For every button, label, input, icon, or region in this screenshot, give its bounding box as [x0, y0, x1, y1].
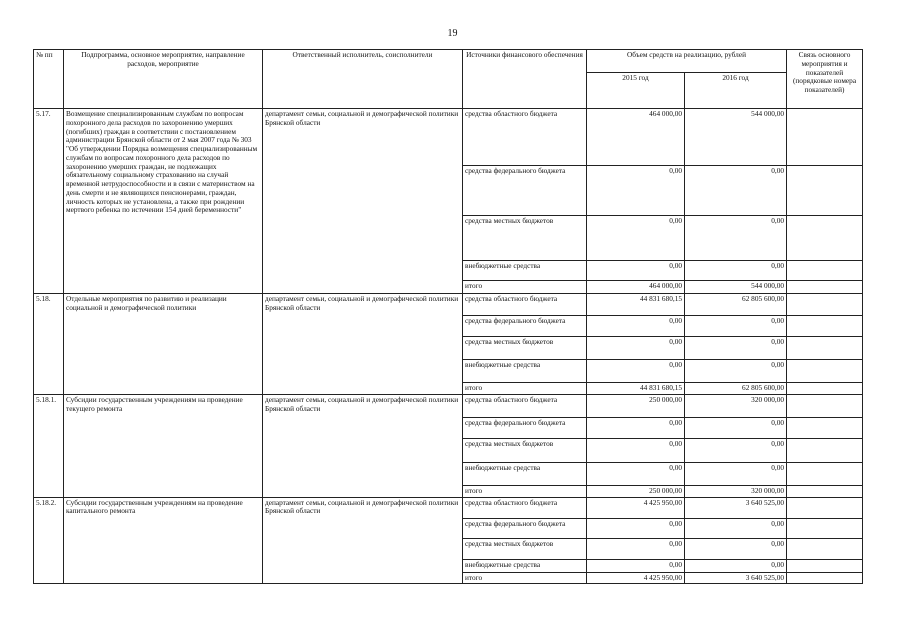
amount-2015: 44 831 680,15 — [587, 294, 685, 316]
row-title: Субсидии государственным учреждениям на проведение капитального ремонта — [64, 497, 263, 584]
row-executor: департамент семьи, социальной и демографической политики Брянской области — [263, 497, 463, 584]
funding-source: средства местных бюджетов — [463, 438, 587, 462]
funding-source: внебюджетные средства — [463, 462, 587, 485]
amount-2016: 0,00 — [685, 518, 787, 538]
indicator-link-cell — [787, 294, 863, 316]
amount-2015: 44 831 680,15 — [587, 383, 685, 395]
amount-2016: 0,00 — [685, 438, 787, 462]
indicator-link-cell — [787, 518, 863, 538]
header-num: № пп — [34, 50, 64, 109]
funding-source: внебюджетные средства — [463, 559, 587, 572]
indicator-link-cell — [787, 383, 863, 395]
indicator-link-cell — [787, 337, 863, 360]
amount-2015: 464 000,00 — [587, 109, 685, 166]
table-row — [34, 294, 863, 316]
row-num: 5.18.1. — [34, 394, 64, 497]
amount-2015: 0,00 — [587, 462, 685, 485]
funding-source: итого — [463, 281, 587, 294]
amount-2016: 0,00 — [685, 538, 787, 559]
funding-source: средства областного бюджета — [463, 394, 587, 417]
row-executor: департамент семьи, социальной и демографической политики Брянской области — [263, 394, 463, 497]
amount-2015: 0,00 — [587, 559, 685, 572]
funding-source: внебюджетные средства — [463, 261, 587, 281]
page-number: 19 — [447, 28, 458, 39]
amount-2015: 250 000,00 — [587, 485, 685, 497]
row-executor: департамент семьи, социальной и демографической политики Брянской области — [263, 294, 463, 395]
amount-2015: 0,00 — [587, 360, 685, 383]
funding-source: внебюджетные средства — [463, 360, 587, 383]
indicator-link-cell — [787, 166, 863, 216]
amount-2016: 0,00 — [685, 360, 787, 383]
row-num: 5.18. — [34, 294, 64, 395]
amount-2015: 4 425 950,00 — [587, 572, 685, 584]
amount-2016: 0,00 — [685, 337, 787, 360]
amount-2016: 0,00 — [685, 559, 787, 572]
header-row — [34, 50, 863, 73]
amount-2015: 464 000,00 — [587, 281, 685, 294]
row-num: 5.18.2. — [34, 497, 64, 584]
header-subprogram: Подпрограмма, основное мероприятие, направление расходов, мероприятие — [64, 50, 263, 109]
funding-source: итого — [463, 383, 587, 395]
table-body — [34, 109, 863, 584]
header-link: Связь основного мероприятия и показателей (порядковые номера показателей) — [787, 50, 863, 109]
amount-2015: 4 425 950,00 — [587, 497, 685, 518]
amount-2016: 0,00 — [685, 261, 787, 281]
indicator-link-cell — [787, 109, 863, 166]
indicator-link-cell — [787, 281, 863, 294]
row-executor: департамент семьи, социальной и демографической политики Брянской области — [263, 109, 463, 294]
indicator-link-cell — [787, 485, 863, 497]
funding-source: средства областного бюджета — [463, 109, 587, 166]
amount-2016: 544 000,00 — [685, 109, 787, 166]
amount-2015: 0,00 — [587, 261, 685, 281]
funding-source: средства местных бюджетов — [463, 538, 587, 559]
indicator-link-cell — [787, 417, 863, 438]
indicator-link-cell — [787, 497, 863, 518]
amount-2015: 0,00 — [587, 316, 685, 337]
amount-2016: 0,00 — [685, 462, 787, 485]
funding-source: средства федерального бюджета — [463, 417, 587, 438]
amount-2015: 0,00 — [587, 417, 685, 438]
indicator-link-cell — [787, 559, 863, 572]
indicator-link-cell — [787, 261, 863, 281]
indicator-link-cell — [787, 438, 863, 462]
header-sources: Источники финансового обеспечения — [463, 50, 587, 109]
amount-2016: 62 805 600,00 — [685, 294, 787, 316]
table-row — [34, 109, 863, 166]
funding-source: средства областного бюджета — [463, 497, 587, 518]
funding-source: средства областного бюджета — [463, 294, 587, 316]
header-year-2015: 2015 год — [587, 73, 685, 109]
header-executor: Ответственный исполнитель, соисполнители — [263, 50, 463, 109]
table-row — [34, 497, 863, 518]
amount-2016: 3 640 525,00 — [685, 497, 787, 518]
indicator-link-cell — [787, 394, 863, 417]
funding-source: итого — [463, 485, 587, 497]
amount-2016: 0,00 — [685, 166, 787, 216]
indicator-link-cell — [787, 538, 863, 559]
funding-source: итого — [463, 572, 587, 584]
indicator-link-cell — [787, 360, 863, 383]
row-num: 5.17. — [34, 109, 64, 294]
amount-2015: 0,00 — [587, 438, 685, 462]
indicator-link-cell — [787, 216, 863, 261]
indicator-link-cell — [787, 462, 863, 485]
amount-2016: 0,00 — [685, 417, 787, 438]
amount-2016: 0,00 — [685, 216, 787, 261]
amount-2015: 0,00 — [587, 166, 685, 216]
amount-2016: 62 805 600,00 — [685, 383, 787, 395]
amount-2015: 0,00 — [587, 337, 685, 360]
amount-2015: 250 000,00 — [587, 394, 685, 417]
amount-2015: 0,00 — [587, 518, 685, 538]
indicator-link-cell — [787, 316, 863, 337]
amount-2016: 320 000,00 — [685, 394, 787, 417]
row-title: Субсидии государственным учреждениям на проведение текущего ремонта — [64, 394, 263, 497]
header-year-2016: 2016 год — [685, 73, 787, 109]
funding-source: средства федерального бюджета — [463, 316, 587, 337]
funding-source: средства федерального бюджета — [463, 166, 587, 216]
program-table — [33, 49, 863, 584]
table-row — [34, 394, 863, 417]
amount-2015: 0,00 — [587, 538, 685, 559]
funding-source: средства местных бюджетов — [463, 216, 587, 261]
funding-source: средства местных бюджетов — [463, 337, 587, 360]
amount-2016: 320 000,00 — [685, 485, 787, 497]
indicator-link-cell — [787, 572, 863, 584]
amount-2016: 544 000,00 — [685, 281, 787, 294]
amount-2016: 0,00 — [685, 316, 787, 337]
amount-2015: 0,00 — [587, 216, 685, 261]
amount-2016: 3 640 525,00 — [685, 572, 787, 584]
row-title: Отдельные мероприятия по развитию и реализации социальной и демографической политики — [64, 294, 263, 395]
funding-source: средства федерального бюджета — [463, 518, 587, 538]
header-volume: Объем средств на реализацию, рублей — [587, 50, 787, 73]
row-title: Возмещение специализированным службам по вопросам похоронного дела расходов по захоронению умерших (погибших) граждан в соответствии с постановлением администрации Брянской области от 2 мая 2007 года № 303 "Об утверждении Порядка возмещения специализированным службам по вопросам похоронного дела расходов по захоронению умерших граждан, не подлежащих обязательному социальному страхованию на случай временной нетрудоспособности и в связи с материнством на день смерти и не являющихся пенсионерами, граждан, личность которых не установлена, а также при рождении мертвого ребенка по истечении 154 дней беременности" — [64, 109, 263, 294]
